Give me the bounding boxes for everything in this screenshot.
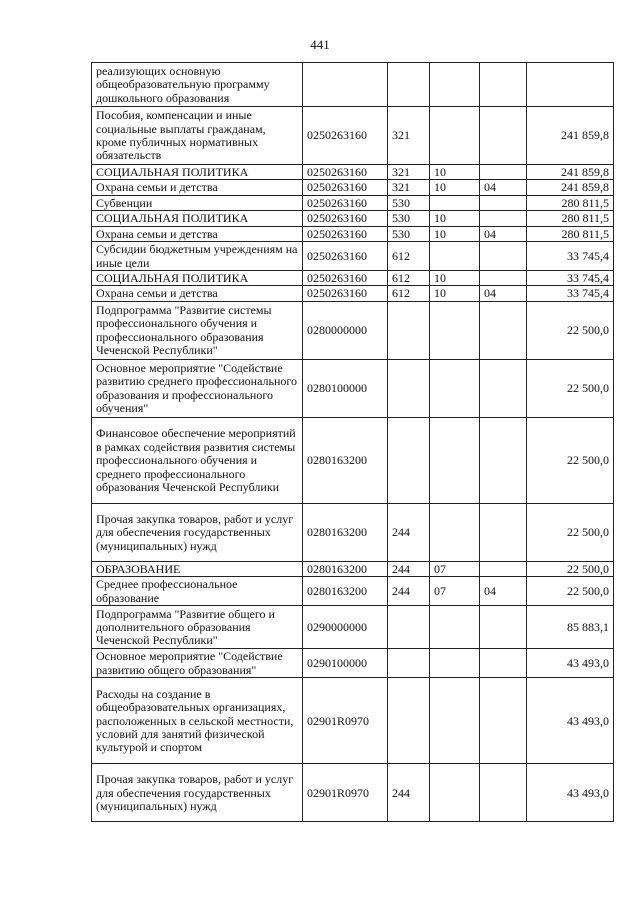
cell-subsection (480, 359, 527, 417)
cell-amount: 43 493,0 (527, 764, 614, 822)
cell-target-article: 0250263160 (303, 226, 388, 241)
cell-subsection (480, 417, 527, 503)
cell-expense-type: 321 (388, 180, 430, 195)
cell-subsection (480, 63, 527, 107)
table-row (92, 649, 614, 678)
cell-section (430, 63, 480, 107)
cell-section (430, 301, 480, 359)
table-row (92, 577, 614, 606)
cell-subsection (480, 301, 527, 359)
cell-section (430, 678, 480, 764)
cell-expense-type: 612 (388, 286, 430, 301)
cell-expense-type (388, 301, 430, 359)
cell-amount: 280 811,5 (527, 226, 614, 241)
cell-amount: 33 745,4 (527, 271, 614, 286)
cell-expense-type: 244 (388, 764, 430, 822)
cell-amount (527, 63, 614, 107)
table-row (92, 301, 614, 359)
cell-target-article: 0250263160 (303, 195, 388, 210)
cell-target-article: 0280163200 (303, 503, 388, 561)
cell-section: 10 (430, 180, 480, 195)
cell-name: Пособия, компенсации и иные социальные выплаты гражданам, кроме публичных нормативных обязательств (92, 107, 303, 165)
cell-section (430, 764, 480, 822)
cell-amount: 280 811,5 (527, 211, 614, 226)
table-row (92, 226, 614, 241)
table-row (92, 180, 614, 195)
cell-name: Расходы на создание в общеобразовательных организациях, расположенных в сельской местности, условий для занятий физической культурой и спортом (92, 678, 303, 764)
cell-amount: 241 859,8 (527, 107, 614, 165)
cell-target-article: 0280000000 (303, 301, 388, 359)
cell-target-article: 0250263160 (303, 271, 388, 286)
cell-target-article: 0250263160 (303, 165, 388, 180)
cell-target-article: 0250263160 (303, 242, 388, 271)
cell-subsection (480, 107, 527, 165)
cell-expense-type (388, 649, 430, 678)
cell-subsection: 04 (480, 226, 527, 241)
cell-name: Подпрограмма "Развитие общего и дополнительного образования Чеченской Республики" (92, 606, 303, 649)
cell-subsection (480, 195, 527, 210)
cell-name: Прочая закупка товаров, работ и услуг для обеспечения государственных (муниципальных) нужд (92, 503, 303, 561)
cell-expense-type (388, 63, 430, 107)
table-row (92, 165, 614, 180)
table-row (92, 503, 614, 561)
cell-section: 10 (430, 165, 480, 180)
budget-table (91, 62, 614, 822)
cell-section (430, 107, 480, 165)
cell-expense-type: 244 (388, 577, 430, 606)
cell-expense-type (388, 678, 430, 764)
cell-expense-type: 612 (388, 271, 430, 286)
cell-section (430, 359, 480, 417)
cell-name: СОЦИАЛЬНАЯ ПОЛИТИКА (92, 165, 303, 180)
table-row (92, 359, 614, 417)
cell-section: 10 (430, 271, 480, 286)
cell-target-article: 0250263160 (303, 211, 388, 226)
cell-expense-type: 530 (388, 211, 430, 226)
cell-section: 10 (430, 211, 480, 226)
cell-name: Субсидии бюджетным учреждениям на иные цели (92, 242, 303, 271)
page-number: 441 (310, 37, 330, 52)
cell-section: 07 (430, 561, 480, 576)
cell-amount: 85 883,1 (527, 606, 614, 649)
cell-section (430, 195, 480, 210)
cell-target-article: 0250263160 (303, 107, 388, 165)
cell-amount: 22 500,0 (527, 503, 614, 561)
cell-amount: 22 500,0 (527, 561, 614, 576)
cell-target-article: 0290100000 (303, 649, 388, 678)
cell-expense-type (388, 606, 430, 649)
cell-subsection (480, 606, 527, 649)
table-row (92, 678, 614, 764)
cell-expense-type: 244 (388, 503, 430, 561)
cell-amount: 241 859,8 (527, 180, 614, 195)
cell-target-article: 0250263160 (303, 286, 388, 301)
cell-target-article: 0280163200 (303, 561, 388, 576)
cell-section (430, 417, 480, 503)
cell-section: 07 (430, 577, 480, 606)
cell-amount: 22 500,0 (527, 359, 614, 417)
cell-name: Охрана семьи и детства (92, 180, 303, 195)
cell-subsection: 04 (480, 577, 527, 606)
cell-name: СОЦИАЛЬНАЯ ПОЛИТИКА (92, 211, 303, 226)
cell-target-article: 0280163200 (303, 417, 388, 503)
cell-target-article: 0250263160 (303, 180, 388, 195)
cell-expense-type (388, 417, 430, 503)
table-row (92, 271, 614, 286)
table-row (92, 286, 614, 301)
cell-name: Среднее профессиональное образование (92, 577, 303, 606)
cell-subsection (480, 211, 527, 226)
cell-name: Охрана семьи и детства (92, 286, 303, 301)
cell-section: 10 (430, 286, 480, 301)
cell-name: Прочая закупка товаров, работ и услуг для обеспечения государственных (муниципальных) нужд (92, 764, 303, 822)
cell-subsection (480, 649, 527, 678)
cell-name: ОБРАЗОВАНИЕ (92, 561, 303, 576)
cell-expense-type: 321 (388, 107, 430, 165)
cell-section: 10 (430, 226, 480, 241)
cell-amount: 22 500,0 (527, 301, 614, 359)
cell-expense-type: 530 (388, 226, 430, 241)
table-row (92, 764, 614, 822)
cell-subsection: 04 (480, 286, 527, 301)
cell-target-article: 0280163200 (303, 577, 388, 606)
table-row (92, 417, 614, 503)
cell-subsection (480, 503, 527, 561)
cell-amount: 241 859,8 (527, 165, 614, 180)
cell-section (430, 649, 480, 678)
cell-amount: 22 500,0 (527, 417, 614, 503)
cell-name: Подпрограмма "Развитие системы профессионального обучения и профессионального образования Чеченской Республики" (92, 301, 303, 359)
cell-name: СОЦИАЛЬНАЯ ПОЛИТИКА (92, 271, 303, 286)
cell-subsection (480, 271, 527, 286)
cell-name: Охрана семьи и детства (92, 226, 303, 241)
cell-name: Финансовое обеспечение мероприятий в рамках содействия развития системы профессионального обучения и среднего профессионального образования Чеченской Республики (92, 417, 303, 503)
cell-subsection (480, 678, 527, 764)
table-body (92, 63, 614, 822)
cell-subsection (480, 764, 527, 822)
cell-amount: 33 745,4 (527, 242, 614, 271)
cell-name: реализующих основную общеобразовательную программу дошкольного образования (92, 63, 303, 107)
cell-target-article (303, 63, 388, 107)
table-row (92, 606, 614, 649)
cell-name: Основное мероприятие "Содействие развитию общего образования" (92, 649, 303, 678)
cell-amount: 22 500,0 (527, 577, 614, 606)
table-row (92, 211, 614, 226)
cell-expense-type: 244 (388, 561, 430, 576)
table-row (92, 195, 614, 210)
cell-expense-type (388, 359, 430, 417)
cell-expense-type: 612 (388, 242, 430, 271)
cell-subsection (480, 242, 527, 271)
cell-target-article: 02901R0970 (303, 678, 388, 764)
table-row (92, 107, 614, 165)
cell-section (430, 606, 480, 649)
cell-subsection: 04 (480, 180, 527, 195)
cell-section (430, 242, 480, 271)
cell-expense-type: 321 (388, 165, 430, 180)
table-row (92, 63, 614, 107)
cell-amount: 33 745,4 (527, 286, 614, 301)
cell-amount: 280 811,5 (527, 195, 614, 210)
cell-amount: 43 493,0 (527, 678, 614, 764)
cell-target-article: 0290000000 (303, 606, 388, 649)
table-row (92, 242, 614, 271)
cell-target-article: 0280100000 (303, 359, 388, 417)
cell-name: Основное мероприятие "Содействие развитию среднего профессионального образования и профессионального обучения" (92, 359, 303, 417)
cell-amount: 43 493,0 (527, 649, 614, 678)
table-row (92, 561, 614, 576)
cell-name: Субвенции (92, 195, 303, 210)
cell-subsection (480, 165, 527, 180)
cell-target-article: 02901R0970 (303, 764, 388, 822)
cell-section (430, 503, 480, 561)
cell-subsection (480, 561, 527, 576)
cell-expense-type: 530 (388, 195, 430, 210)
